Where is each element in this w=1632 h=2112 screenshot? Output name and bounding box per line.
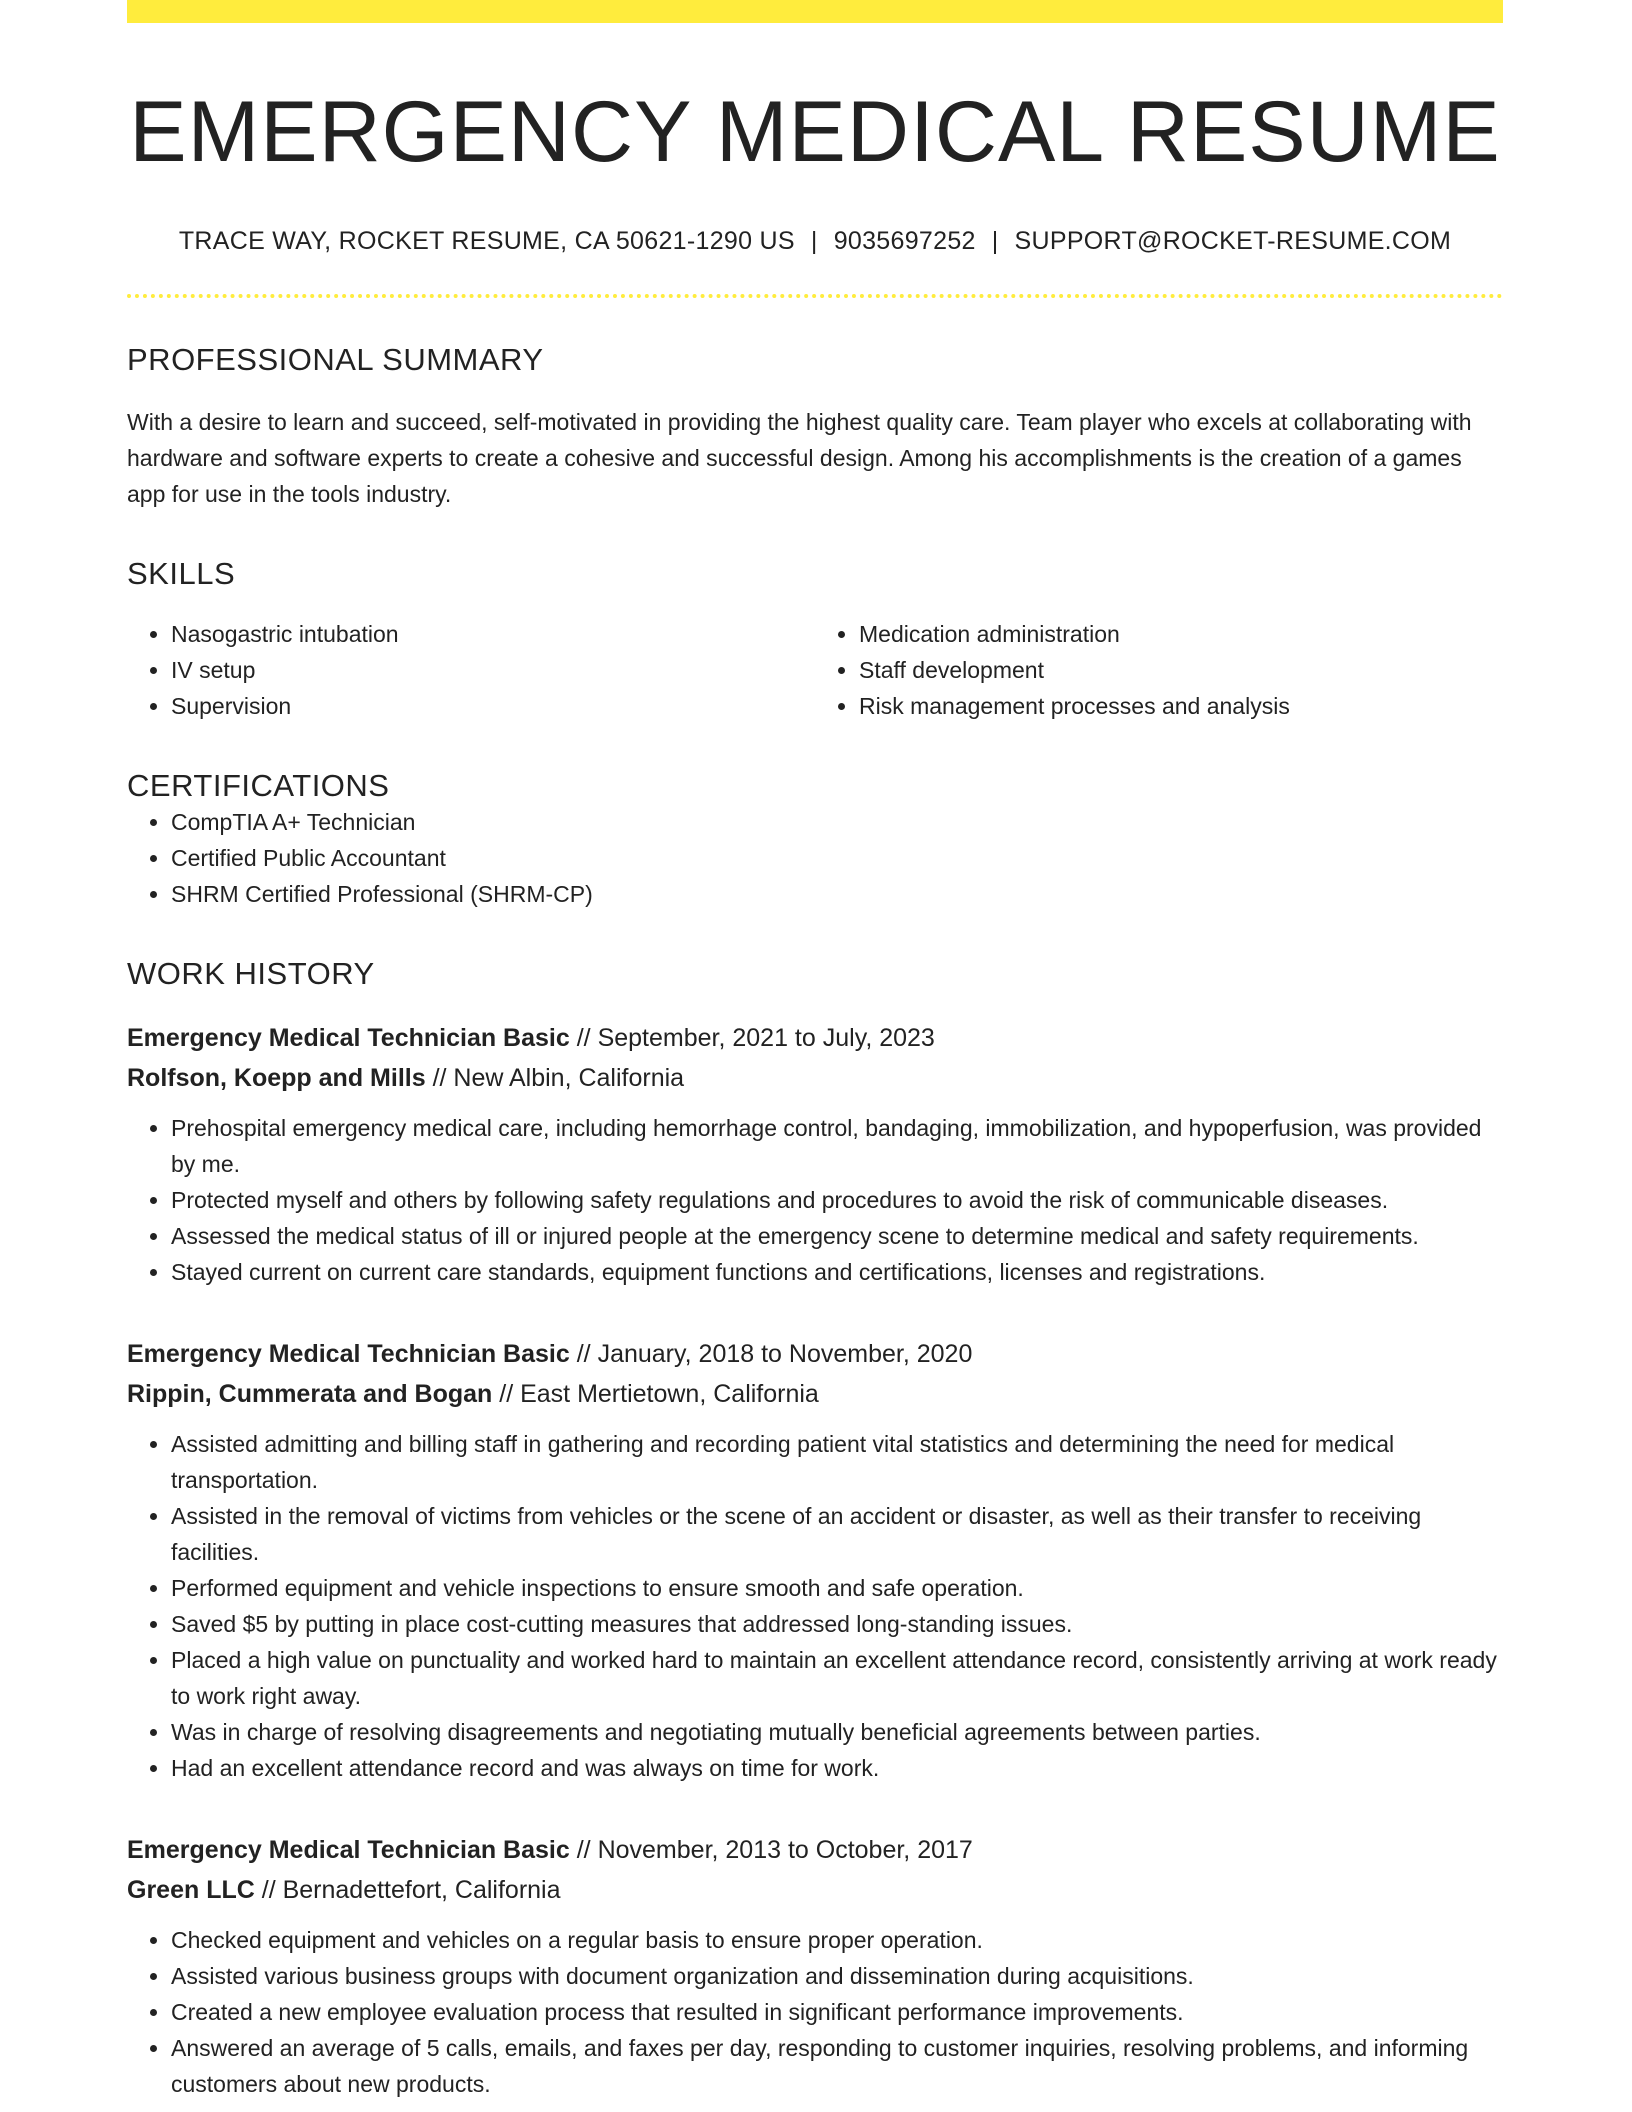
address: TRACE WAY, ROCKET RESUME, CA 50621-1290 US	[178, 227, 795, 256]
phone: 9035697252	[833, 227, 976, 256]
job-entry	[127, 1018, 1503, 1290]
job-dates: // September, 2021 to July, 2023	[576, 1024, 935, 1053]
job-dates: // January, 2018 to November, 2020	[576, 1340, 973, 1369]
list-item: • Assisted various business groups with document organization and dissemination during acquisitions.	[171, 1958, 1503, 1994]
job-entry	[127, 1830, 1503, 2102]
top-accent-bar	[127, 0, 1503, 23]
list-item: • Certified Public Accountant	[171, 840, 1503, 876]
resume-title: EMERGENCY MEDICAL RESUME	[129, 84, 1501, 180]
certifications-list	[127, 804, 1503, 912]
skills-left-list	[127, 616, 815, 724]
job-title-line	[127, 1830, 1503, 1870]
contact-line	[127, 227, 1503, 256]
skills-heading: SKILLS	[127, 556, 236, 592]
job-company: Rippin, Cummerata and Bogan	[127, 1380, 493, 1409]
list-item: • IV setup	[171, 652, 815, 688]
list-item: • Staff development	[859, 652, 1503, 688]
list-item: • Risk management processes and analysis	[859, 688, 1503, 724]
job-title-line	[127, 1334, 1503, 1374]
job-entry	[127, 1334, 1503, 1786]
list-item: • Supervision	[171, 688, 815, 724]
list-item: • Had an excellent attendance record and was always on time for work.	[171, 1750, 1503, 1786]
job-company: Green LLC	[127, 1876, 255, 1905]
dotted-divider	[127, 294, 1503, 298]
list-item: • Prehospital emergency medical care, including hemorrhage control, bandaging, immobilization, and hypoperfusion, was provided by me.	[171, 1110, 1503, 1182]
skills-columns	[127, 616, 1503, 724]
list-item: • Medication administration	[859, 616, 1503, 652]
list-item: • Assisted admitting and billing staff in gathering and recording patient vital statistics and determining the need for medical transportation.	[171, 1426, 1503, 1498]
email: SUPPORT@ROCKET-RESUME.COM	[1014, 227, 1452, 256]
job-bullets	[127, 1426, 1503, 1786]
list-item: • CompTIA A+ Technician	[171, 804, 1503, 840]
resume-page	[127, 0, 1503, 2102]
job-bullets	[127, 1110, 1503, 1290]
list-item: • Placed a high value on punctuality and worked hard to maintain an excellent attendance record, consistently arriving at work ready to work right away.	[171, 1642, 1503, 1714]
job-company: Rolfson, Koepp and Mills	[127, 1064, 426, 1093]
list-item: • Stayed current on current care standards, equipment functions and certifications, licenses and registrations.	[171, 1254, 1503, 1290]
job-title: Emergency Medical Technician Basic	[127, 1340, 570, 1369]
list-item: • Performed equipment and vehicle inspections to ensure smooth and safe operation.	[171, 1570, 1503, 1606]
list-item: • Created a new employee evaluation process that resulted in significant performance improvements.	[171, 1994, 1503, 2030]
job-location: // New Albin, California	[432, 1064, 685, 1093]
job-dates: // November, 2013 to October, 2017	[576, 1836, 973, 1865]
job-company-line	[127, 1870, 1503, 1910]
list-item: • Nasogastric intubation	[171, 616, 815, 652]
skills-right-list	[815, 616, 1503, 724]
job-bullets	[127, 1922, 1503, 2102]
list-item: • Protected myself and others by following safety regulations and procedures to avoid the risk of communicable diseases.	[171, 1182, 1503, 1218]
list-item: • Assessed the medical status of ill or injured people at the emergency scene to determine medical and safety requirements.	[171, 1218, 1503, 1254]
job-title: Emergency Medical Technician Basic	[127, 1836, 570, 1865]
certifications-heading: CERTIFICATIONS	[127, 768, 390, 804]
list-item: • SHRM Certified Professional (SHRM-CP)	[171, 876, 1503, 912]
job-company-line	[127, 1374, 1503, 1414]
list-item: • Was in charge of resolving disagreements and negotiating mutually beneficial agreements between parties.	[171, 1714, 1503, 1750]
list-item: • Saved $5 by putting in place cost-cutting measures that addressed long-standing issues.	[171, 1606, 1503, 1642]
job-location: // East Mertietown, California	[499, 1380, 819, 1409]
list-item: • Checked equipment and vehicles on a regular basis to ensure proper operation.	[171, 1922, 1503, 1958]
job-title-line	[127, 1018, 1503, 1058]
summary-text: With a desire to learn and succeed, self-motivated in providing the highest quality care. Team player who excels at collaborating with hardware and software experts to create a cohesive and successful design. Among his accomplishments is the creation of a games app for use in the tools industry.	[127, 409, 1472, 508]
list-item: • Answered an average of 5 calls, emails, and faxes per day, responding to customer inquiries, resolving problems, and informing customers about new products.	[171, 2030, 1503, 2102]
job-title: Emergency Medical Technician Basic	[127, 1024, 570, 1053]
contact-separator: |	[991, 227, 999, 256]
work-history-heading: WORK HISTORY	[127, 956, 375, 992]
job-company-line	[127, 1058, 1503, 1098]
contact-separator: |	[810, 227, 818, 256]
list-item: • Assisted in the removal of victims from vehicles or the scene of an accident or disaster, as well as their transfer to receiving facilities.	[171, 1498, 1503, 1570]
summary-heading: PROFESSIONAL SUMMARY	[127, 342, 544, 378]
job-location: // Bernadettefort, California	[261, 1876, 561, 1905]
